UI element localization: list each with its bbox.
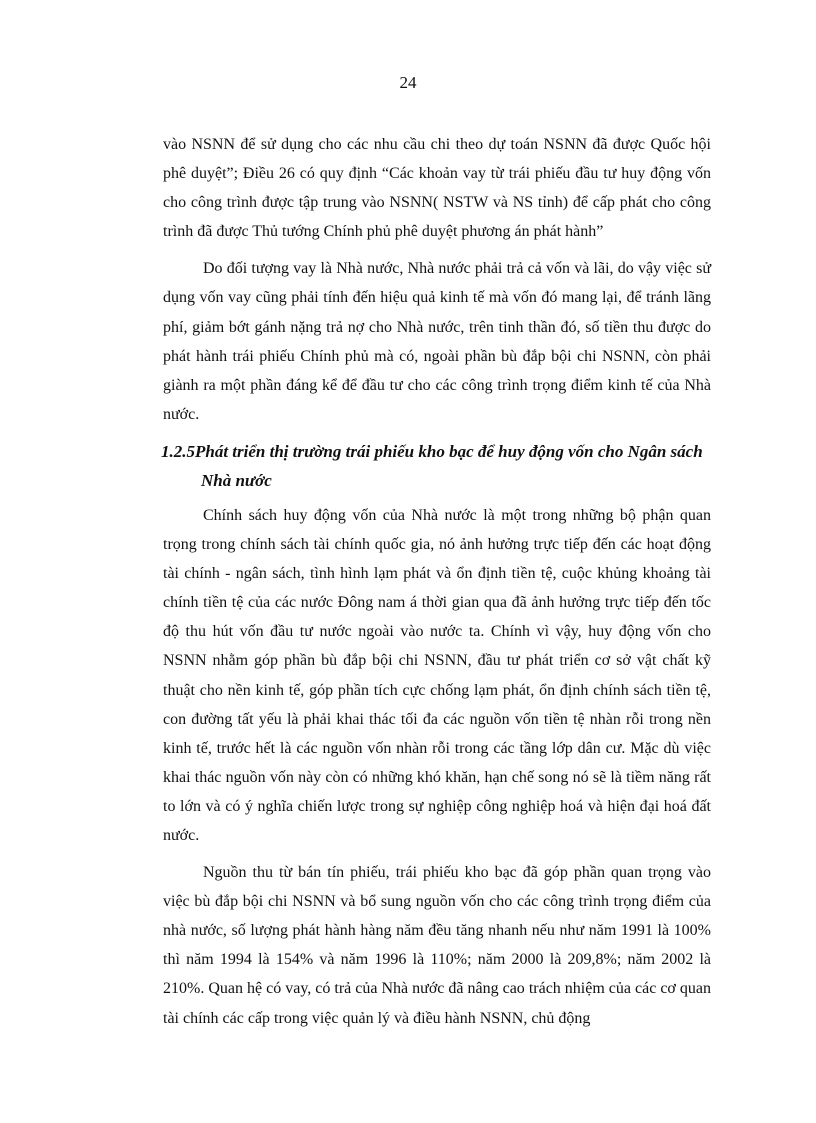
page-body [163,130,711,1041]
page-number: 24 [399,73,417,92]
body-paragraph: Nguồn thu từ bán tín phiếu, trái phiếu kho bạc đã góp phần quan trọng vào việc bù đắp bội chi NSNN và bổ sung nguồn vốn cho các công trình trọng điểm của nhà nước, số lượng phát hành hàng năm đều tăng nhanh nếu như năm 1991 là 100% thì năm 1994 là 154% và năm 1996 là 110%; năm 2000 là 209,8%; năm 2002 là 210%. Quan hệ có vay, có trả của Nhà nước đã nâng cao trách nhiệm của các cơ quan tài chính các cấp trong việc quản lý và điều hành NSNN, chủ động [163,864,711,1027]
body-paragraph: Do đối tượng vay là Nhà nước, Nhà nước phải trả cả vốn và lãi, do vậy việc sử dụng vốn vay cũng phải tính đến hiệu quả kinh tế mà vốn đó mang lại, để tránh lãng phí, giảm bớt gánh nặng trả nợ cho Nhà nước, trên tinh thần đó, số tiền thu được do phát hành trái phiếu Chính phủ mà có, ngoài phần bù đắp bội chi NSNN, còn phải giành ra một phần đáng kể để đầu tư cho các công trình trọng điểm kinh tế của Nhà nước. [163,260,711,423]
body-paragraph: Chính sách huy động vốn của Nhà nước là một trong những bộ phận quan trọng trong chính sách tài chính quốc gia, nó ảnh hưởng trực tiếp đến các hoạt động tài chính - ngân sách, tình hình lạm phát và ổn định tiền tệ, cuộc khủng khoảng tài chính tiền tệ của các nước Đông nam á thời gian qua đã ảnh hưởng trực tiếp đến tốc độ thu hút vốn đầu tư nước ngoài vào nước ta. Chính vì vậy, huy động vốn cho NSNN nhằm góp phần bù đắp bội chi NSNN, đầu tư phát triển cơ sở vật chất kỹ thuật cho nền kinh tế, góp phần tích cực chống lạm phát, ổn định chính sách tiền tệ, con đường tất yếu là phải khai thác tối đa các nguồn vốn tiền tệ nhàn rỗi trong nền kinh tế, trước hết là các nguồn vốn nhàn rỗi trong các tầng lớp dân cư. Mặc dù việc khai thác nguồn vốn này còn có những khó khăn, hạn chế song nó sẽ là tiềm năng rất to lớn và có ý nghĩa chiến lược trong sự nghiệp công nghiệp hoá và hiện đại hoá đất nước. [163,506,711,844]
section-heading: 1.2.5Phát triển thị trường trái phiếu kho bạc để huy động vốn cho Ngân sách Nhà nước [161,441,703,490]
body-paragraph-continuation: vào NSNN để sử dụng cho các nhu cầu chi theo dự toán NSNN đã được Quốc hội phê duyệt”; Điều 26 có quy định “Các khoản vay từ trái phiếu đầu tư huy động vốn cho công trình được tập trung vào NSNN( NSTW và NS tỉnh) để cấp phát cho công trình đã được Thủ tướng Chính phủ phê duyệt phương án phát hành” [163,136,711,241]
